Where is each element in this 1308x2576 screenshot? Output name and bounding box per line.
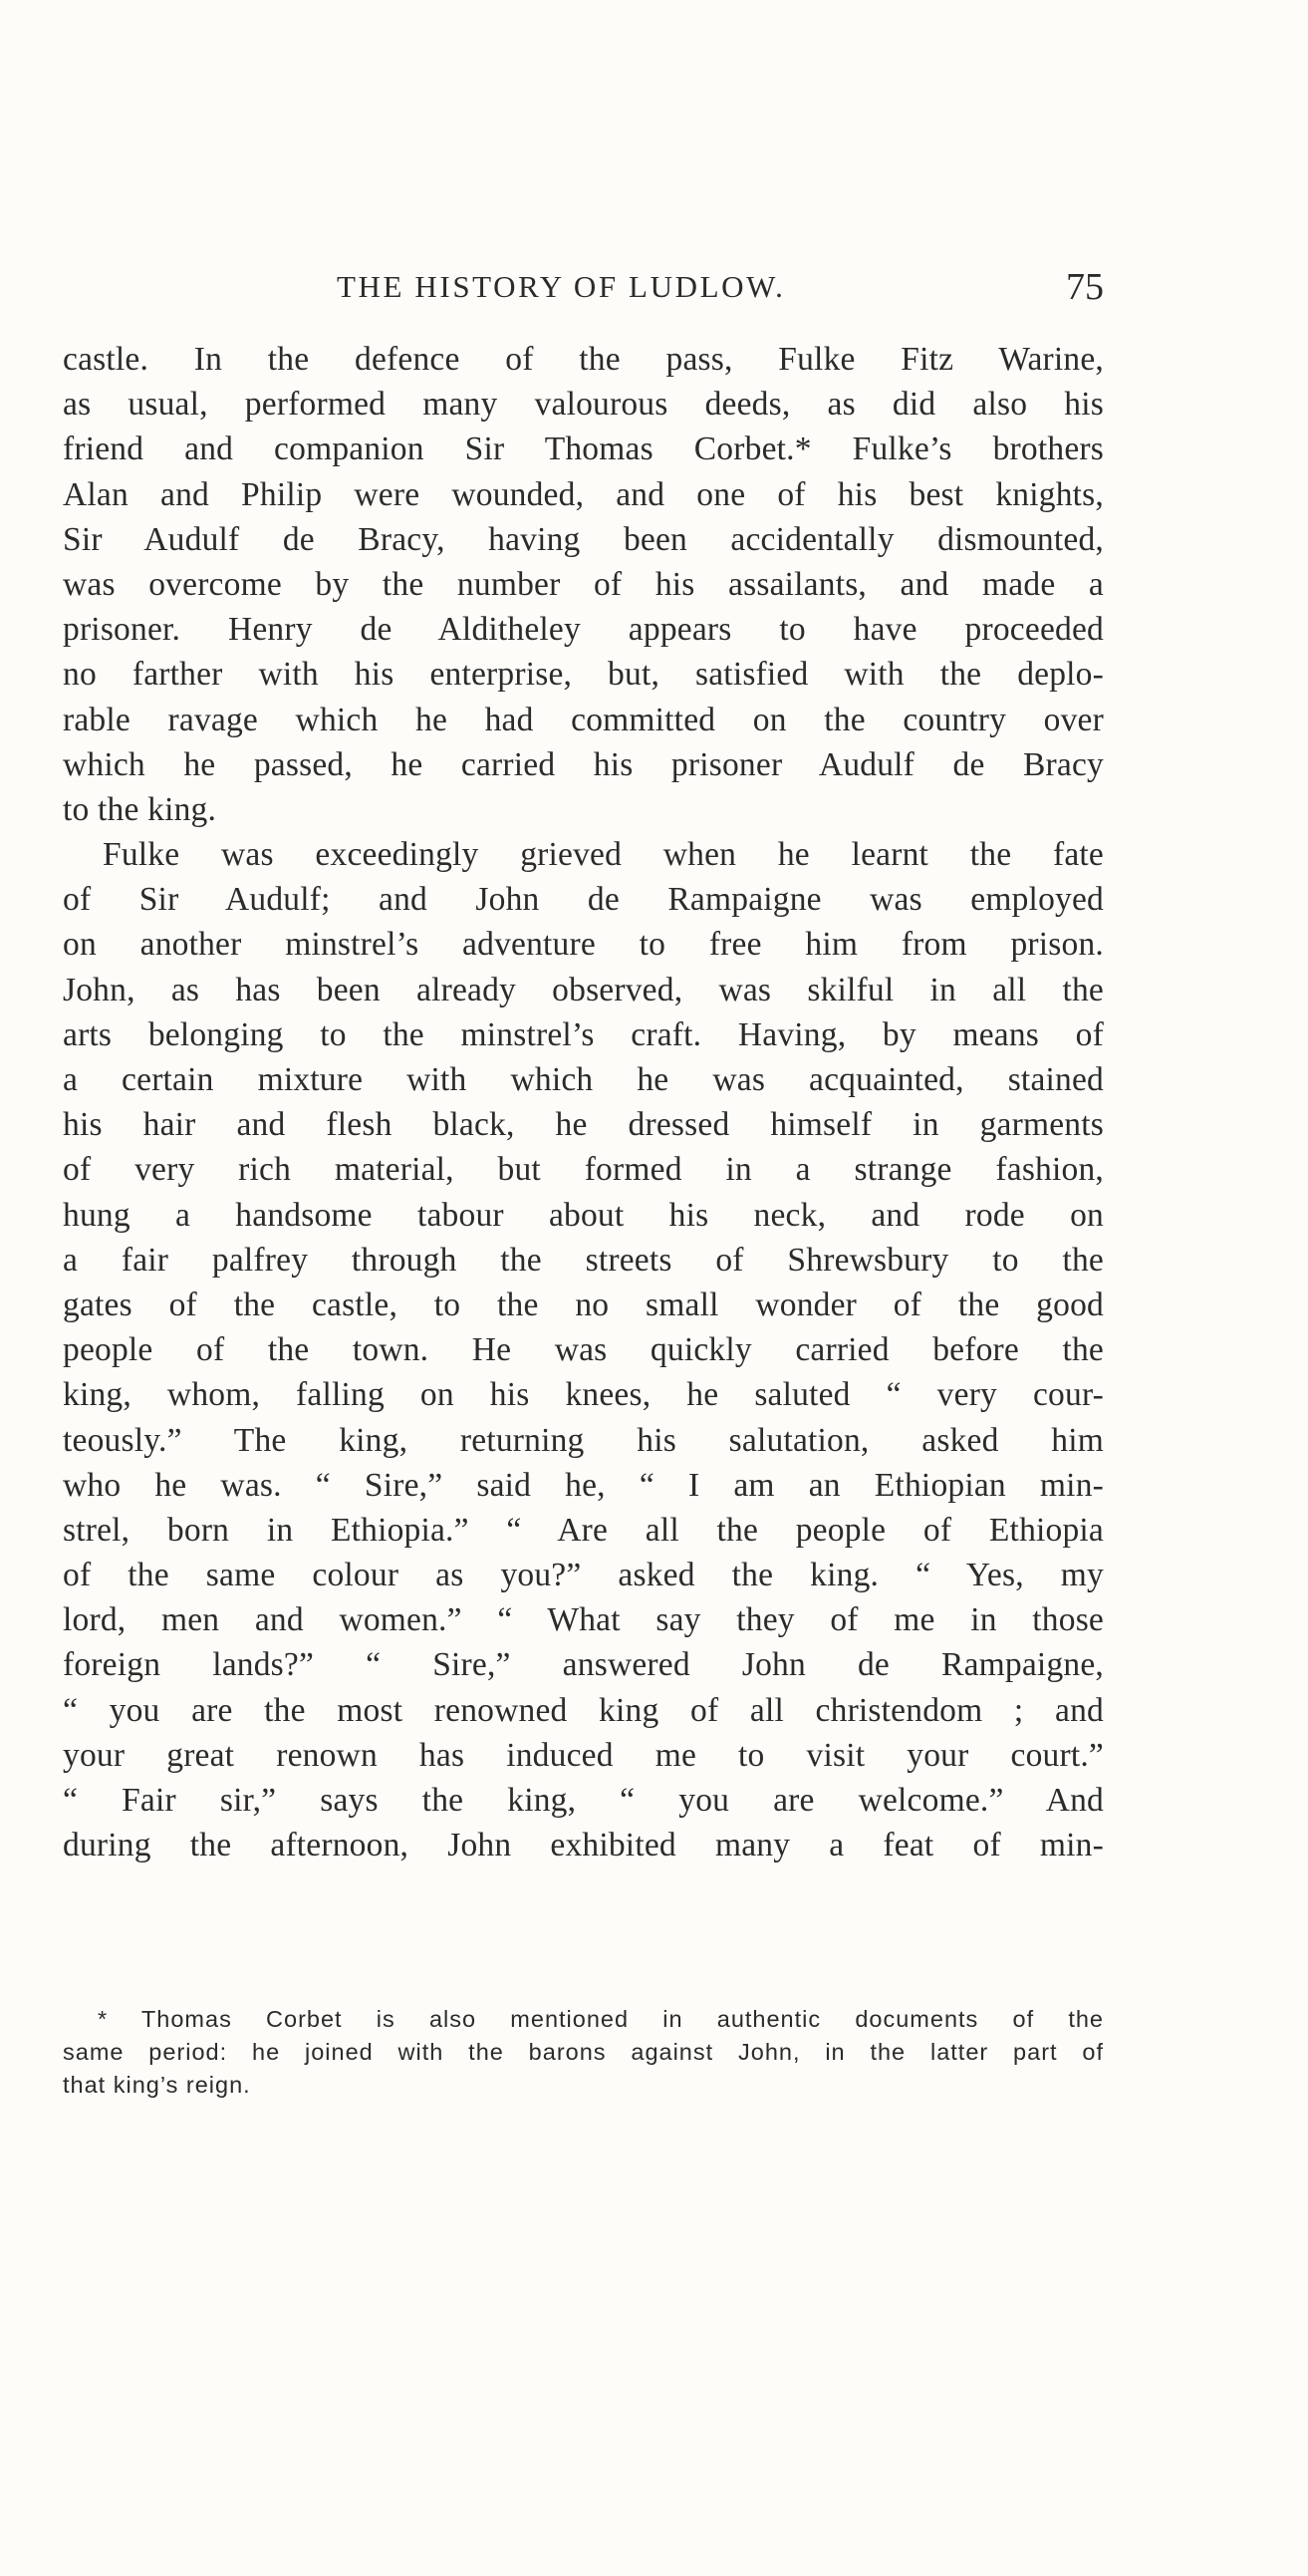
text-line: foreign lands?” “ Sire,” answered John de Rampaigne, [63,1646,1104,1684]
running-title: THE HISTORY OF LUDLOW. [337,269,786,304]
text-line: a certain mixture with which he was acquainted, stained [63,1061,1104,1098]
text-line: as usual, performed many valourous deeds, as did also his [63,386,1104,424]
text-line: on another minstrel’s adventure to free him from prison. [63,926,1104,964]
text-line: “ Fair sir,” says the king, “ you are welcome.” And [63,1782,1104,1819]
text-line: which he passed, he carried his prisoner Audulf de Bracy [63,745,1104,783]
text-line: a fair palfrey through the streets of Shrewsbury to the [63,1241,1104,1279]
footnote-line: same period: he joined with the barons against John, in the latter part of [63,2039,1104,2065]
running-header [337,263,1104,311]
text-line: hung a handsome tabour about his neck, and rode on [63,1196,1104,1234]
text-line: Alan and Philip were wounded, and one of his best knights, [63,475,1104,513]
text-line: was overcome by the number of his assailants, and made a [63,565,1104,603]
text-line: people of the town. He was quickly carried before the [63,1331,1104,1369]
text-line: prisoner. Henry de Alditheley appears to have proceeded [63,611,1104,649]
text-line: during the afternoon, John exhibited many a feat of min- [63,1827,1104,1864]
text-line: of the same colour as you?” asked the king. “ Yes, my [63,1557,1104,1594]
text-line: gates of the castle, to the no small wonder of the good [63,1286,1104,1323]
footnote-line: * Thomas Corbet is also mentioned in authentic documents of the [98,2006,1104,2032]
text-line: Sir Audulf de Bracy, having been accidentally dismounted, [63,520,1104,558]
text-line: strel, born in Ethiopia.” “ Are all the people of Ethiopia [63,1511,1104,1549]
footnote [63,2003,1104,2102]
text-line: Fulke was exceedingly grieved when he learnt the fate [103,836,1104,874]
page-number: 75 [1066,266,1104,308]
text-line: of Sir Audulf; and John de Rampaigne was employed [63,881,1104,919]
text-line: friend and companion Sir Thomas Corbet.* Fulke’s brothers [63,430,1104,468]
text-line: his hair and flesh black, he dressed himself in garments [63,1106,1104,1144]
text-line: rable ravage which he had committed on the country over [63,701,1104,738]
text-line: no farther with his enterprise, but, satisfied with the deplo- [63,656,1104,694]
text-line: arts belonging to the minstrel’s craft. Having, by means of [63,1015,1104,1053]
text-line: “ you are the most renowned king of all christendom ; and [63,1691,1104,1729]
text-line: to the king. [63,790,217,828]
text-line: king, whom, falling on his knees, he saluted “ very cour- [63,1376,1104,1414]
text-line: John, as has been already observed, was skilful in all the [63,971,1104,1008]
body-text [63,337,1104,1867]
text-line: of very rich material, but formed in a strange fashion, [63,1151,1104,1189]
text-line: teously.” The king, returning his salutation, asked him [63,1421,1104,1459]
text-line: lord, men and women.” “ What say they of me in those [63,1601,1104,1639]
text-line: who he was. “ Sire,” said he, “ I am an Ethiopian min- [63,1466,1104,1504]
text-line: your great renown has induced me to visit your court.” [63,1736,1104,1774]
footnote-line: that king’s reign. [63,2072,251,2098]
text-line: castle. In the defence of the pass, Fulke Fitz Warine, [63,341,1104,378]
